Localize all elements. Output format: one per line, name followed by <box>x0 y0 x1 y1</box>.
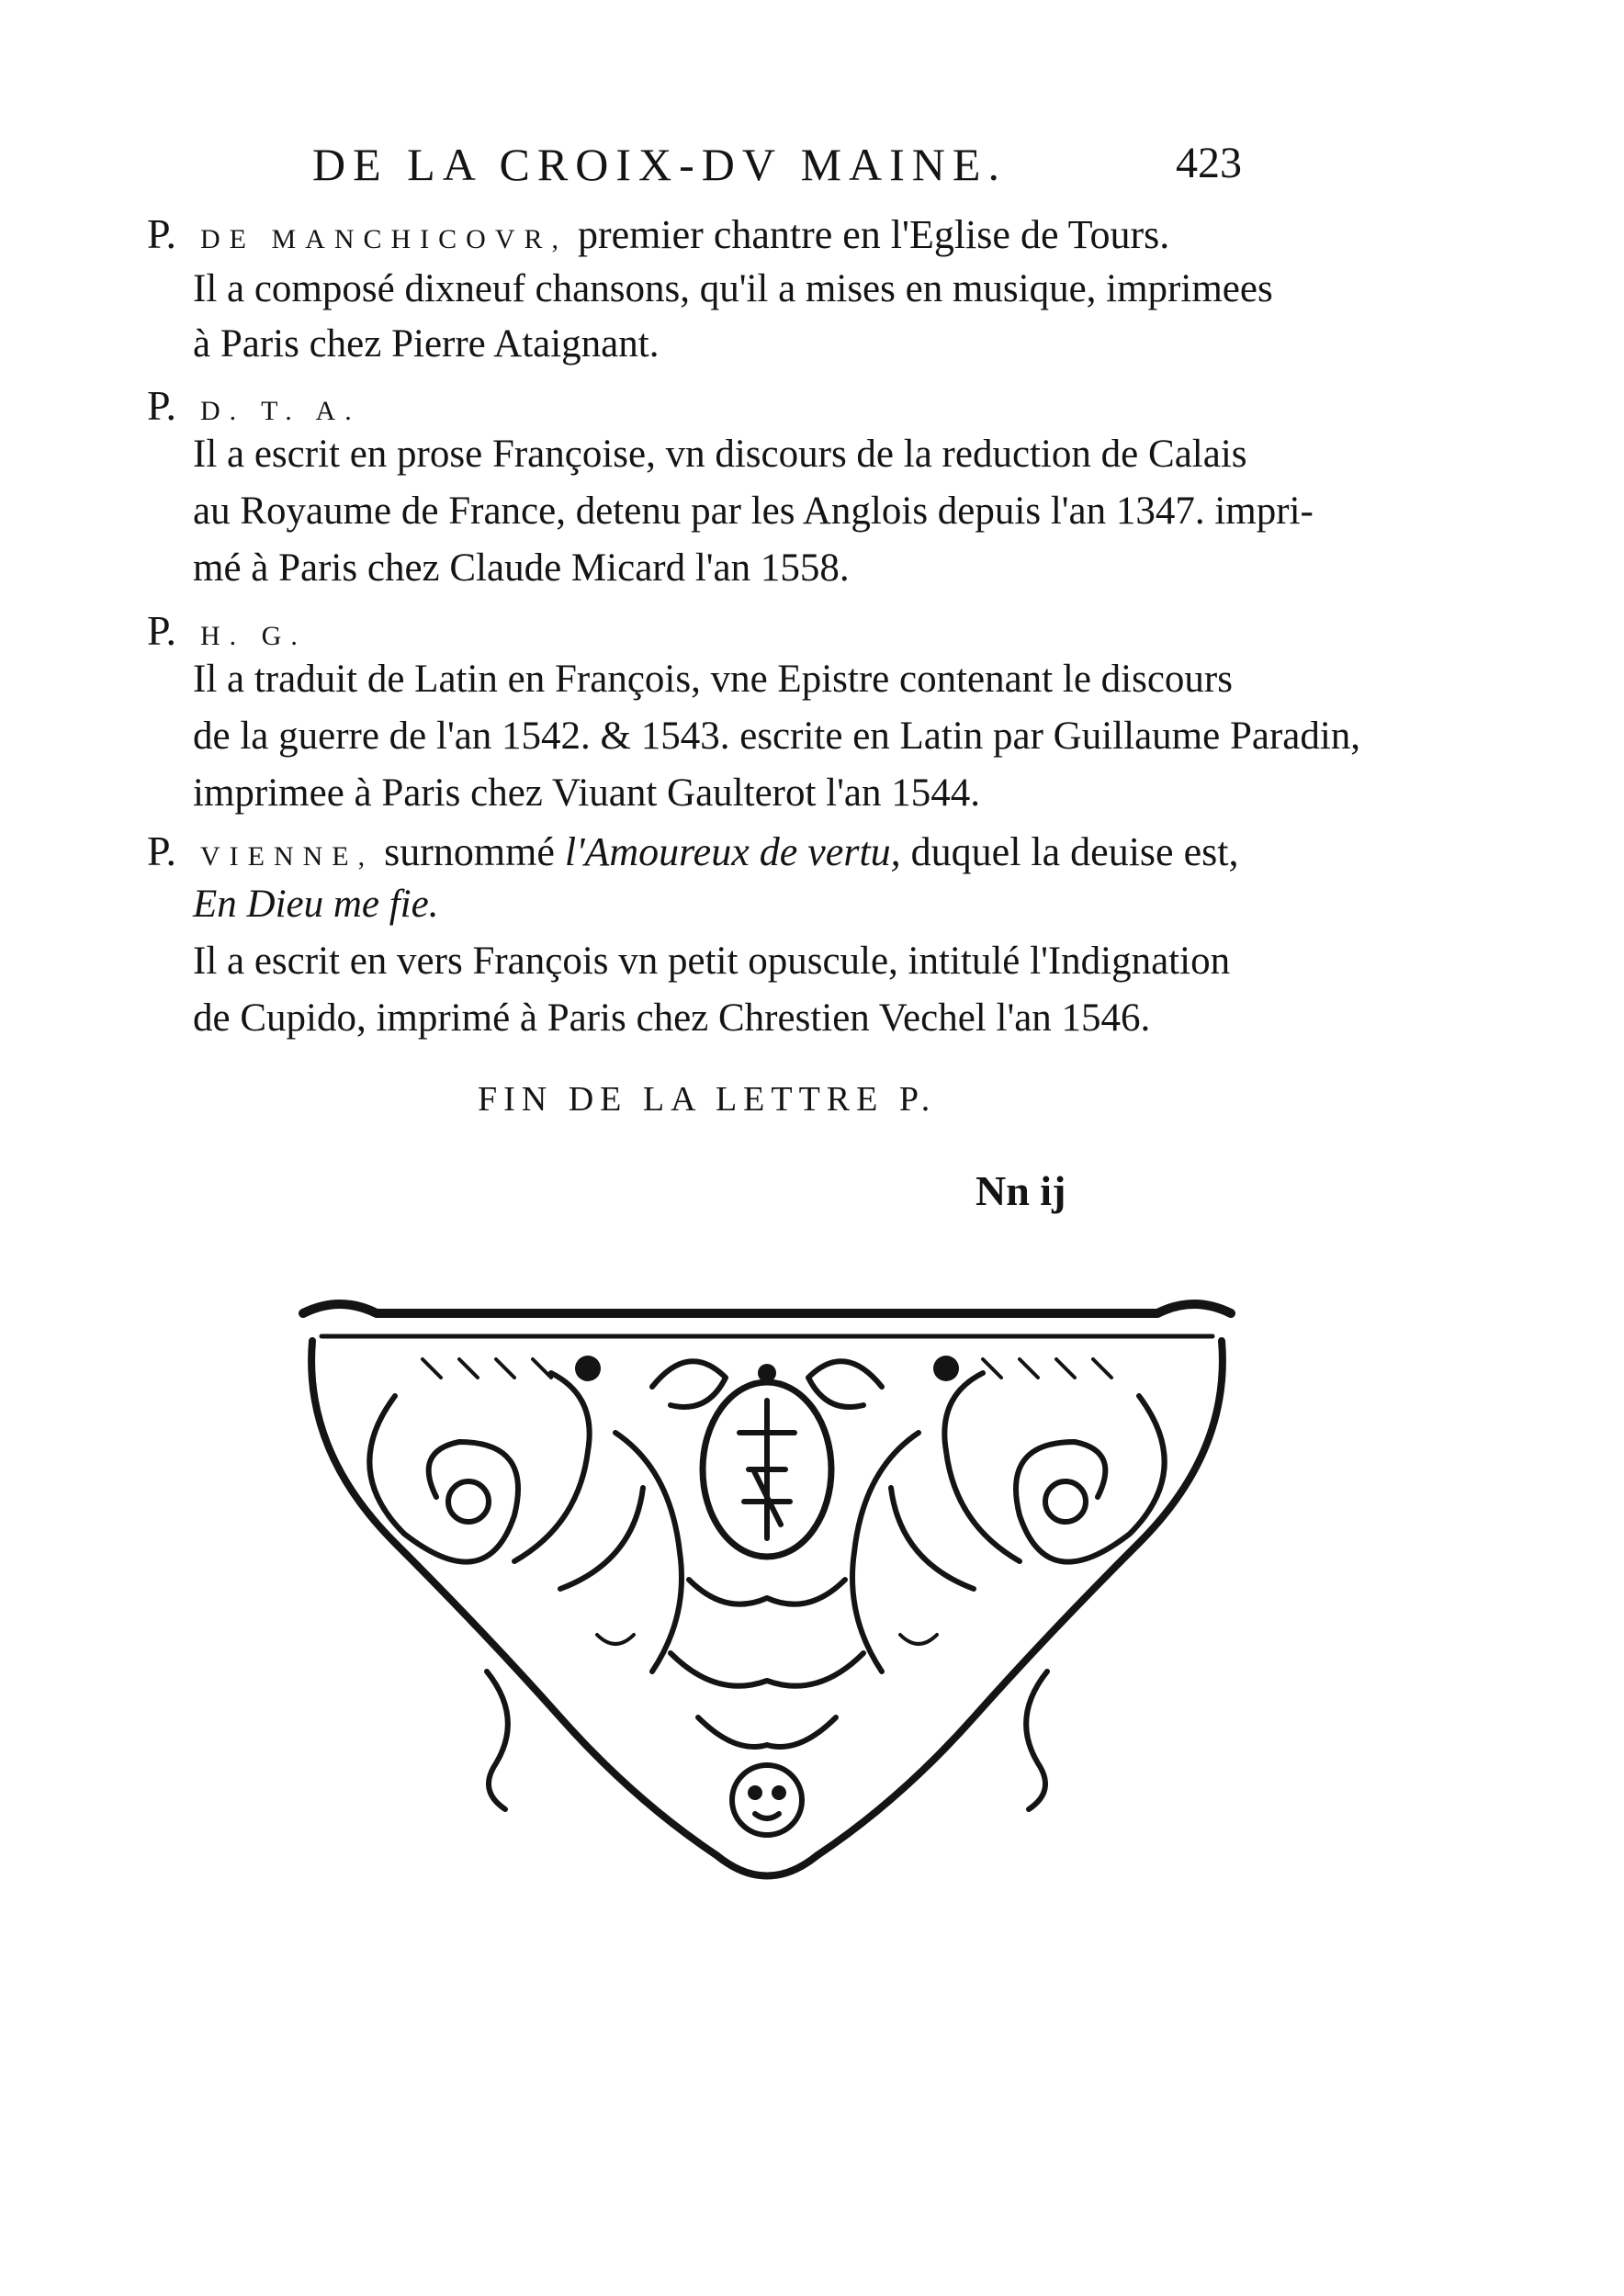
entry-name: DE MANCHICOVR, <box>199 224 568 254</box>
entry-line: Il a escrit en prose Françoise, vn discours de la reduction de Calais <box>193 433 1247 476</box>
entry-line: imprimee à Paris chez Viuant Gaulterot l'an 1544. <box>193 771 980 815</box>
entry-motto: En Dieu me fie. <box>193 883 439 926</box>
entry-line: Il a composé dixneuf chansons, qu'il a mises en musique, imprimees <box>193 267 1273 310</box>
entry-initial: P. <box>147 607 176 654</box>
entry-name: VIENNE, <box>199 841 375 872</box>
entry-lead-rest: duquel la deuise est, <box>910 829 1239 874</box>
entry-line: au Royaume de France, detenu par les Anglois depuis l'an 1347. impri- <box>193 490 1314 533</box>
entry-lead: premier chantre en l'Eglise de Tours. <box>578 212 1170 257</box>
entry-line: mé à Paris chez Claude Micard l'an 1558. <box>193 546 850 590</box>
entry-initial: P. <box>147 827 176 874</box>
running-head: DE LA CROIX-DV MAINE. <box>312 139 1007 190</box>
entry-heading <box>147 381 361 430</box>
entry-heading <box>147 827 1238 875</box>
entry-epithet: l'Amoureux de vertu, <box>564 829 901 874</box>
entry-name: H. G. <box>199 621 307 651</box>
entry-lead: surnommé <box>384 829 555 874</box>
entry-line: à Paris chez Pierre Ataignant. <box>193 322 660 366</box>
entry-heading <box>147 606 307 655</box>
entry-line: Il a escrit en vers François vn petit opuscule, intitulé l'Indignation <box>193 940 1231 983</box>
entry-line: Il a traduit de Latin en François, vne Epistre contenant le discours <box>193 658 1233 701</box>
signature-mark: Nn ij <box>976 1167 1066 1214</box>
entry-line: de Cupido, imprimé à Paris chez Chrestien Vechel l'an 1546. <box>193 996 1151 1040</box>
entry-initial: P. <box>147 210 176 257</box>
section-end: FIN DE LA LETTRE P. <box>478 1080 937 1119</box>
page-number: 423 <box>1176 139 1242 187</box>
entry-line: de la guerre de l'an 1542. & 1543. escrite en Latin par Guillaume Paradin, <box>193 715 1361 758</box>
baroque-ornament-tailpiece-icon <box>285 1286 1249 1947</box>
entry-heading <box>147 209 1169 258</box>
entry-name: D. T. A. <box>199 396 361 426</box>
entry-initial: P. <box>147 382 176 429</box>
